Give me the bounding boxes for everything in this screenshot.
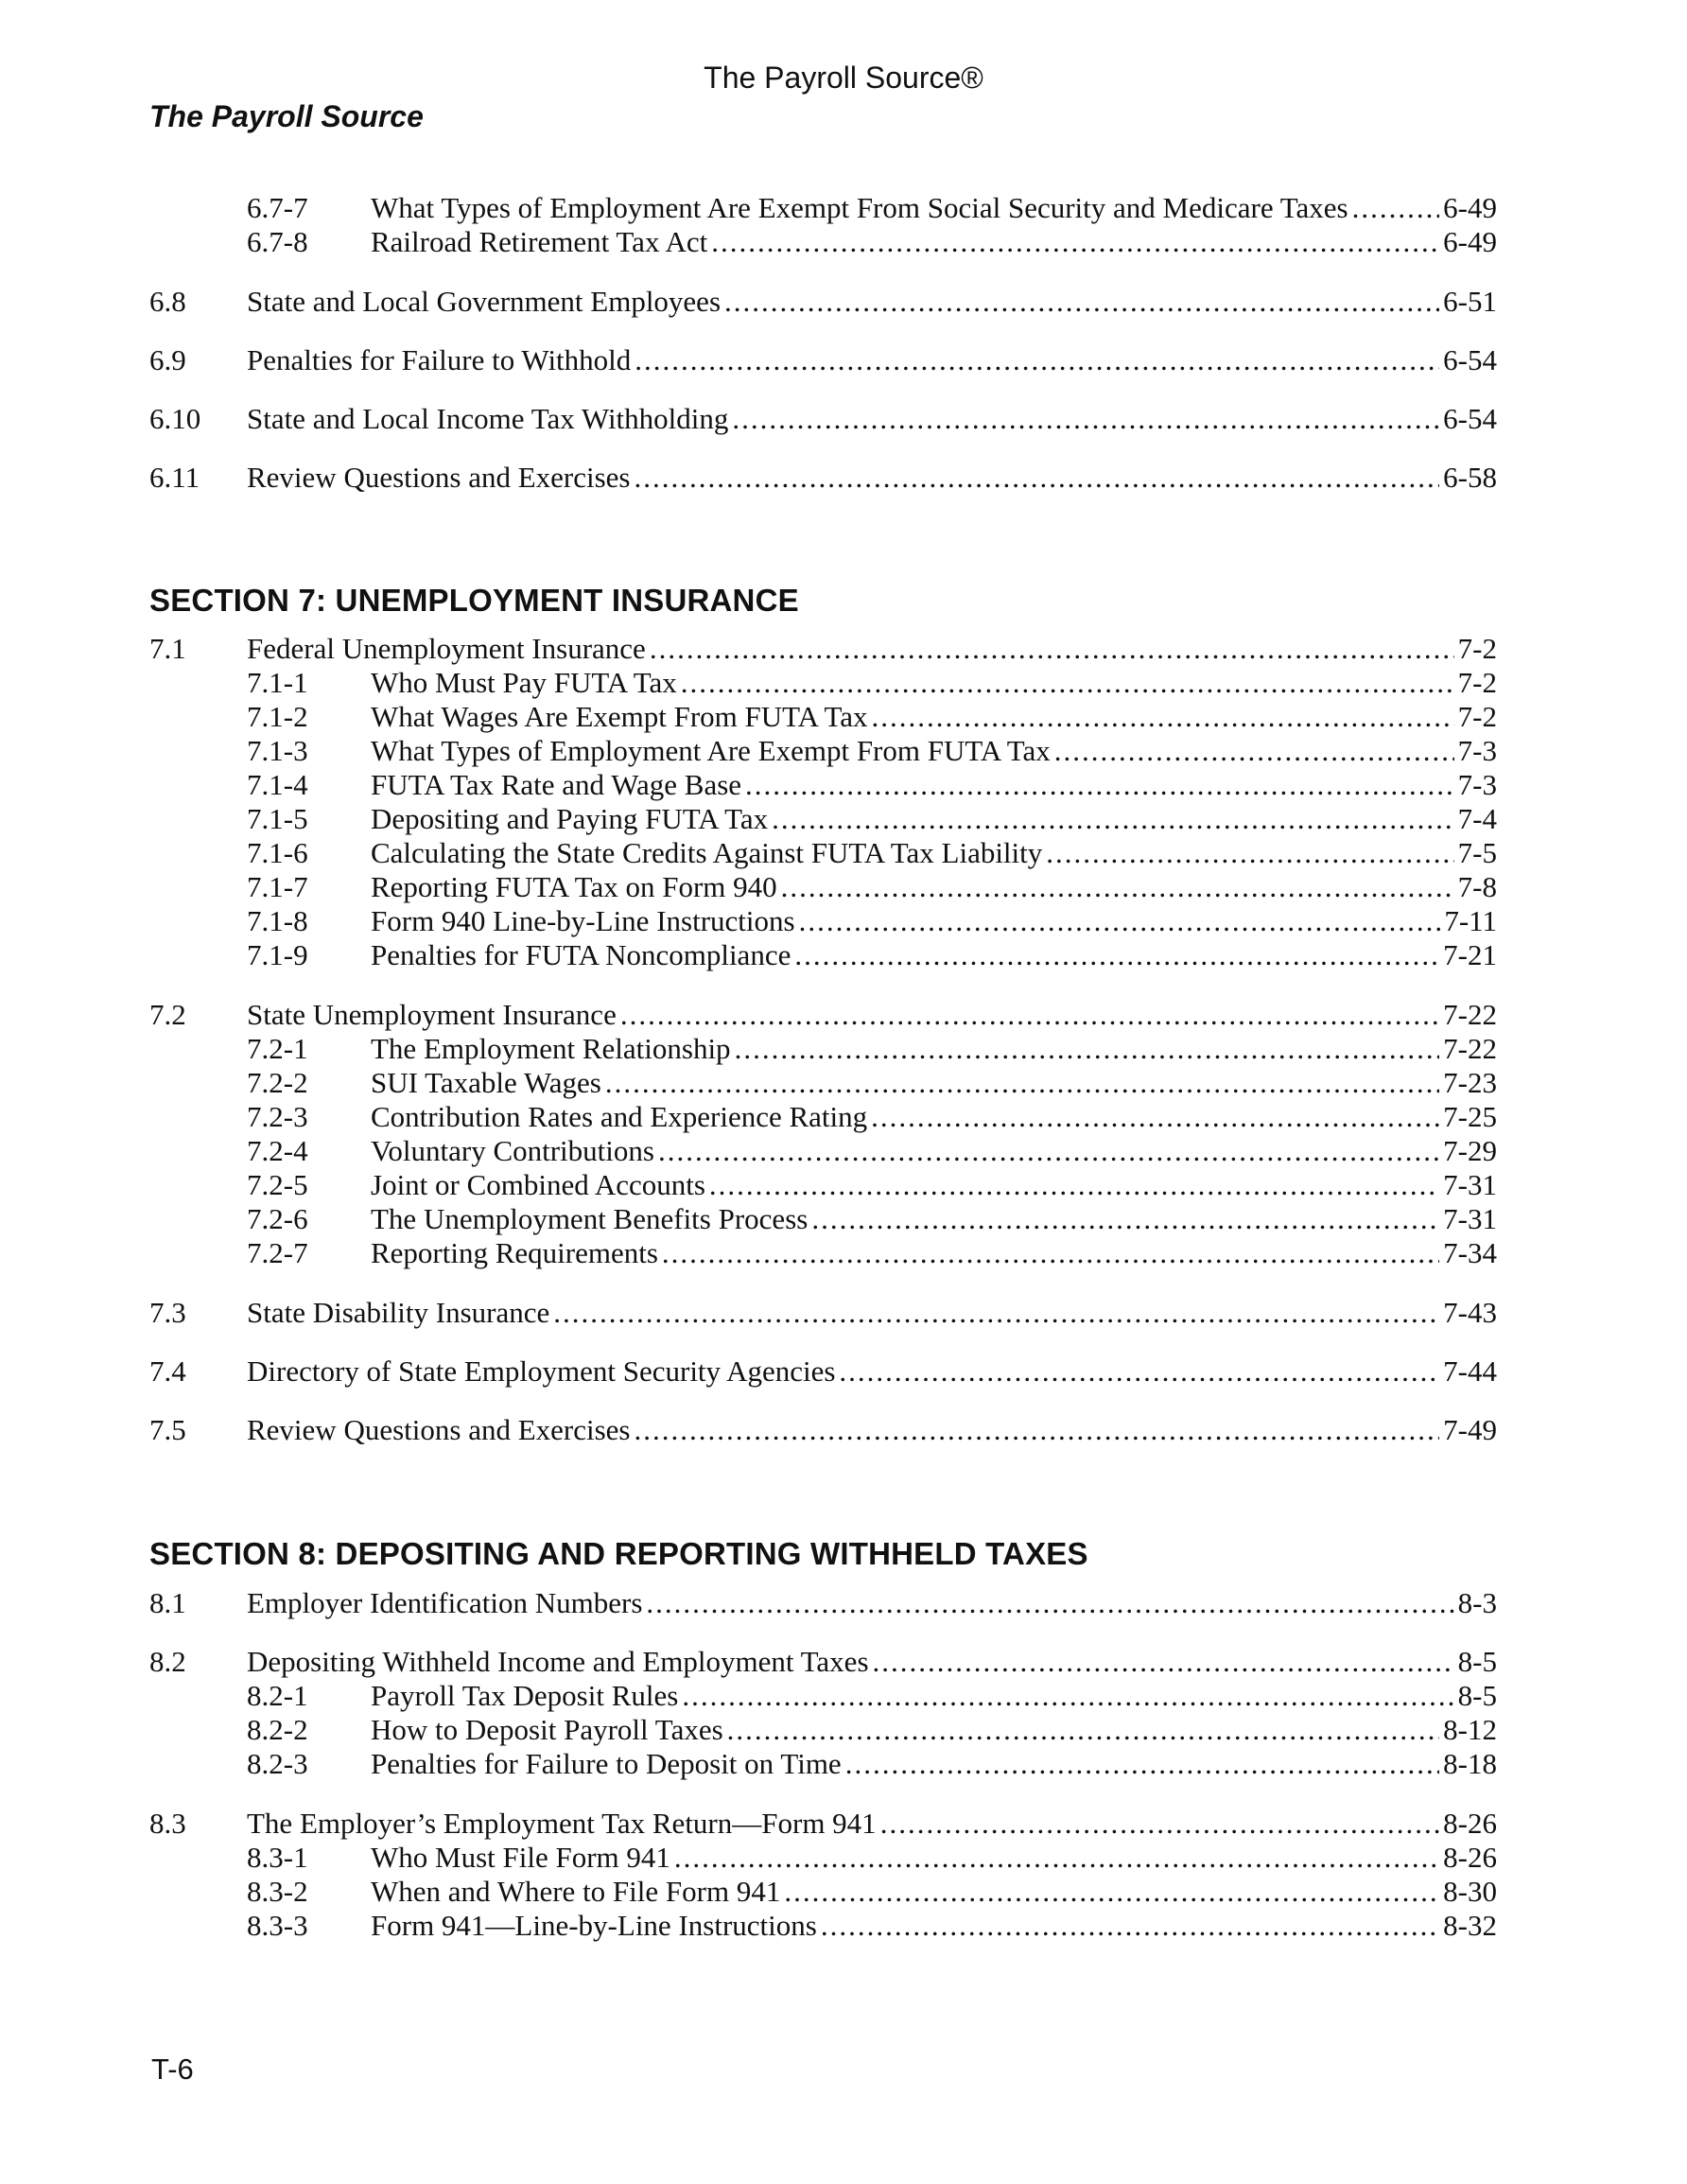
toc-entry-number: 7.2-3	[247, 1100, 308, 1133]
toc-entry-page: 7-49	[1443, 1413, 1497, 1446]
toc-entry-title: Payroll Tax Deposit Rules	[371, 1679, 679, 1712]
toc-entry-title: Depositing Withheld Income and Employment Taxes	[247, 1645, 869, 1678]
toc-entry-number: 7.1	[149, 632, 186, 665]
dot-leader	[553, 1296, 1439, 1330]
toc-entry-title: The Employer’s Employment Tax Return—Form 941	[247, 1807, 877, 1840]
toc-entry-title: SUI Taxable Wages	[371, 1066, 601, 1099]
toc-entry-number: 7.2-7	[247, 1236, 308, 1269]
toc-entry-page: 8-12	[1443, 1713, 1497, 1746]
dot-leader	[682, 1679, 1453, 1713]
toc-entry	[0, 1679, 1687, 1713]
toc-entry-page: 8-26	[1443, 1841, 1497, 1874]
toc-entry-number: 8.2-3	[247, 1747, 308, 1780]
toc-entry-line	[371, 1066, 1497, 1100]
toc-entry-title: FUTA Tax Rate and Wage Base	[371, 768, 742, 801]
section-heading: SECTION 8: DEPOSITING AND REPORTING WITHHELD TAXES	[149, 1536, 1088, 1571]
toc-entry-line	[247, 461, 1497, 495]
toc-entry-page: 7-8	[1457, 870, 1497, 903]
toc-entry-number: 6.8	[149, 285, 186, 318]
toc-entry	[0, 768, 1687, 802]
toc-entry-number: 7.1-4	[247, 768, 308, 801]
toc-entry-line	[371, 1679, 1497, 1713]
toc-entry	[0, 285, 1687, 319]
toc-entry	[0, 1202, 1687, 1236]
toc-entry-title: What Types of Employment Are Exempt From Social Security and Medicare Taxes	[371, 191, 1348, 224]
toc-entry	[0, 1841, 1687, 1875]
toc-entry	[0, 402, 1687, 436]
toc-entry	[0, 1875, 1687, 1909]
dot-leader	[724, 285, 1439, 319]
toc-entry-number: 8.1	[149, 1586, 186, 1619]
toc-entry-line	[371, 1202, 1497, 1236]
toc-entry-title: When and Where to File Form 941	[371, 1875, 781, 1908]
toc-entry-number: 8.2	[149, 1645, 186, 1678]
dot-leader	[732, 402, 1439, 436]
toc-entry-number: 7.4	[149, 1354, 186, 1388]
toc-entry	[0, 1645, 1687, 1679]
toc-entry	[0, 1236, 1687, 1270]
toc-entry	[0, 1586, 1687, 1620]
toc-entry-page: 8-30	[1443, 1875, 1497, 1908]
toc-entry-title: Penalties for Failure to Withhold	[247, 343, 632, 376]
toc-entry-number: 8.3-1	[247, 1841, 308, 1874]
toc-entry-title: The Employment Relationship	[371, 1032, 731, 1065]
toc-entry-page: 7-34	[1443, 1236, 1497, 1269]
toc-entry-page: 7-2	[1457, 632, 1497, 665]
toc-entry-line	[371, 836, 1497, 870]
toc-entry-page: 7-3	[1457, 768, 1497, 801]
toc-entry-line	[371, 666, 1497, 700]
toc-entry	[0, 1066, 1687, 1100]
toc-entry-line	[371, 1841, 1497, 1875]
toc-entry-line	[247, 1807, 1497, 1841]
toc-entry-title: Who Must File Form 941	[371, 1841, 670, 1874]
toc-entry-line	[371, 768, 1497, 802]
toc-entry	[0, 870, 1687, 904]
toc-entry-title: Review Questions and Exercises	[247, 461, 631, 494]
toc-entry	[0, 1807, 1687, 1841]
toc-entry-title: Reporting FUTA Tax on Form 940	[371, 870, 777, 903]
dot-leader	[650, 632, 1454, 666]
toc-entry-line	[247, 1586, 1497, 1620]
toc-entry-line	[371, 870, 1497, 904]
dot-leader	[821, 1909, 1439, 1943]
page-folio: T-6	[151, 2053, 194, 2086]
toc-entry	[0, 225, 1687, 259]
toc-entry-page: 8-5	[1457, 1679, 1497, 1712]
toc-entry-title: Reporting Requirements	[371, 1236, 658, 1269]
toc-entry-title: Depositing and Paying FUTA Tax	[371, 802, 769, 835]
dot-leader	[745, 768, 1454, 802]
dot-leader	[674, 1841, 1439, 1875]
toc-entry-line	[371, 802, 1497, 836]
toc-entry-number: 6.10	[149, 402, 201, 435]
toc-entry-title: Form 941—Line-by-Line Instructions	[371, 1909, 817, 1942]
dot-leader	[605, 1066, 1439, 1100]
toc-entry-title: State Unemployment Insurance	[247, 998, 617, 1031]
toc-entry-line	[371, 1747, 1497, 1781]
toc-entry-number: 6.11	[149, 461, 200, 494]
toc-entry-line	[371, 1134, 1497, 1168]
toc-entry-line	[247, 1645, 1497, 1679]
toc-entry-title: Who Must Pay FUTA Tax	[371, 666, 677, 699]
toc-entry-line	[371, 1168, 1497, 1202]
toc-entry-title: State Disability Insurance	[247, 1296, 550, 1329]
toc-entry	[0, 1713, 1687, 1747]
toc-entry-line	[247, 632, 1497, 666]
toc-entry-number: 7.2	[149, 998, 186, 1031]
toc-entry-line	[371, 1875, 1497, 1909]
toc-entry	[0, 1134, 1687, 1168]
dot-leader	[634, 1413, 1439, 1447]
dot-leader	[709, 1168, 1439, 1202]
toc-entry-page: 8-18	[1443, 1747, 1497, 1780]
dot-leader	[880, 1807, 1439, 1841]
dot-leader	[1046, 836, 1453, 870]
toc-entry-title: State and Local Government Employees	[247, 285, 722, 318]
dot-leader	[845, 1747, 1439, 1781]
toc-entry	[0, 632, 1687, 666]
toc-entry-number: 7.5	[149, 1413, 186, 1446]
toc-entry	[0, 1100, 1687, 1134]
toc-entry-title: Penalties for Failure to Deposit on Time	[371, 1747, 842, 1780]
toc-entry-page: 7-22	[1443, 998, 1497, 1031]
toc-entry-line	[371, 191, 1497, 225]
toc-entry	[0, 700, 1687, 734]
toc-entry-line	[371, 1236, 1497, 1270]
toc-entry-title: Form 940 Line-by-Line Instructions	[371, 904, 795, 937]
toc-entry-page: 7-31	[1443, 1168, 1497, 1201]
toc-entry-title: Directory of State Employment Security Agencies	[247, 1354, 836, 1388]
toc-entry-title: Contribution Rates and Experience Rating	[371, 1100, 868, 1133]
toc-entry-line	[247, 343, 1497, 377]
toc-entry	[0, 1354, 1687, 1389]
toc-entry-page: 7-31	[1443, 1202, 1497, 1235]
dot-leader	[781, 870, 1454, 904]
toc-entry-page: 7-2	[1457, 666, 1497, 699]
toc-entry	[0, 734, 1687, 768]
toc-entry-line	[371, 1713, 1497, 1747]
toc-entry-title: State and Local Income Tax Withholding	[247, 402, 729, 435]
toc-entry-page: 7-21	[1443, 938, 1497, 971]
toc-entry	[0, 1168, 1687, 1202]
toc-entry-title: Calculating the State Credits Against FUTA Tax Liability	[371, 836, 1043, 869]
dot-leader	[839, 1354, 1439, 1389]
toc-entry-page: 6-49	[1443, 191, 1497, 224]
dot-leader	[799, 904, 1441, 938]
toc-entry	[0, 1747, 1687, 1781]
toc-entry-page: 7-43	[1443, 1296, 1497, 1329]
toc-entry-title: Penalties for FUTA Noncompliance	[371, 938, 791, 971]
toc-entry-number: 7.2-4	[247, 1134, 308, 1167]
toc-entry	[0, 1032, 1687, 1066]
toc-entry	[0, 1296, 1687, 1330]
toc-entry-number: 7.2-2	[247, 1066, 308, 1099]
document-title: The Payroll Source®	[704, 61, 983, 95]
toc-entry-page: 7-3	[1457, 734, 1497, 767]
toc-entry-line	[371, 904, 1497, 938]
toc-entry-number: 8.3-3	[247, 1909, 308, 1942]
toc-entry-title: How to Deposit Payroll Taxes	[371, 1713, 723, 1746]
toc-entry-title: What Types of Employment Are Exempt From FUTA Tax	[371, 734, 1051, 767]
toc-entry-number: 7.1-6	[247, 836, 308, 869]
toc-entry-page: 8-32	[1443, 1909, 1497, 1942]
toc-entry-title: Federal Unemployment Insurance	[247, 632, 646, 665]
toc-entry-line	[371, 1032, 1497, 1066]
toc-entry-line	[247, 1413, 1497, 1447]
toc-entry	[0, 802, 1687, 836]
dot-leader	[811, 1202, 1439, 1236]
dot-leader	[1352, 191, 1440, 225]
running-head: The Payroll Source	[149, 99, 424, 133]
toc-entry-number: 7.2-1	[247, 1032, 308, 1065]
toc-entry-line	[247, 402, 1497, 436]
toc-entry	[0, 938, 1687, 972]
toc-entry-title: Joint or Combined Accounts	[371, 1168, 705, 1201]
toc-entry-title: Employer Identification Numbers	[247, 1586, 643, 1619]
toc-entry-page: 8-3	[1457, 1586, 1497, 1619]
toc-entry-number: 7.1-2	[247, 700, 308, 733]
toc-entry-line	[371, 1100, 1497, 1134]
toc-entry-number: 7.1-3	[247, 734, 308, 767]
dot-leader	[871, 1100, 1439, 1134]
toc-entry-page: 8-26	[1443, 1807, 1497, 1840]
toc-entry-number: 7.2-6	[247, 1202, 308, 1235]
dot-leader	[735, 1032, 1440, 1066]
toc-entry	[0, 1413, 1687, 1447]
toc-entry-line	[247, 998, 1497, 1032]
dot-leader	[635, 343, 1439, 377]
dot-leader	[646, 1586, 1453, 1620]
toc-entry-line	[371, 734, 1497, 768]
toc-entry-line	[371, 700, 1497, 734]
toc-entry-number: 7.1-9	[247, 938, 308, 971]
toc-entry-page: 7-11	[1444, 904, 1497, 937]
toc-entry-page: 6-58	[1443, 461, 1497, 494]
toc-entry	[0, 998, 1687, 1032]
dot-leader	[727, 1713, 1440, 1747]
toc-entry-line	[371, 1909, 1497, 1943]
dot-leader	[772, 802, 1454, 836]
toc-entry-title: Railroad Retirement Tax Act	[371, 225, 708, 258]
toc-entry-page: 8-5	[1457, 1645, 1497, 1678]
toc-entry-page: 7-25	[1443, 1100, 1497, 1133]
dot-leader	[658, 1134, 1439, 1168]
toc-entry	[0, 191, 1687, 225]
toc-entry	[0, 461, 1687, 495]
toc-entry	[0, 904, 1687, 938]
toc-entry-page: 7-2	[1457, 700, 1497, 733]
dot-leader	[873, 1645, 1454, 1679]
toc-entry-page: 7-29	[1443, 1134, 1497, 1167]
toc-entry-title: Voluntary Contributions	[371, 1134, 654, 1167]
dot-leader	[634, 461, 1439, 495]
toc-entry-line	[247, 1354, 1497, 1389]
dot-leader	[681, 666, 1454, 700]
toc-entry-number: 7.1-1	[247, 666, 308, 699]
toc-entry-page: 6-49	[1443, 225, 1497, 258]
toc-entry-line	[371, 225, 1497, 259]
toc-entry-page: 7-22	[1443, 1032, 1497, 1065]
toc-entry-page: 7-44	[1443, 1354, 1497, 1388]
toc-entry-number: 7.3	[149, 1296, 186, 1329]
toc-entry	[0, 666, 1687, 700]
toc-entry-number: 7.1-7	[247, 870, 308, 903]
dot-leader	[794, 938, 1439, 972]
dot-leader	[620, 998, 1439, 1032]
dot-leader	[711, 225, 1439, 259]
toc-entry-title: Review Questions and Exercises	[247, 1413, 631, 1446]
toc-entry-number: 6.7-7	[247, 191, 308, 224]
toc-entry-title: The Unemployment Benefits Process	[371, 1202, 809, 1235]
toc-entry-page: 6-54	[1443, 343, 1497, 376]
toc-entry-title: What Wages Are Exempt From FUTA Tax	[371, 700, 868, 733]
toc-entry-page: 7-5	[1457, 836, 1497, 869]
toc-entry-number: 8.3-2	[247, 1875, 308, 1908]
toc-entry-line	[247, 1296, 1497, 1330]
toc-entry	[0, 343, 1687, 377]
toc-entry-number: 8.2-2	[247, 1713, 308, 1746]
dot-leader	[1054, 734, 1454, 768]
toc-entry-number: 6.7-8	[247, 225, 308, 258]
toc-entry-number: 6.9	[149, 343, 186, 376]
toc-entry-number: 7.1-8	[247, 904, 308, 937]
toc-entry-number: 8.3	[149, 1807, 186, 1840]
toc-entry-number: 7.2-5	[247, 1168, 308, 1201]
toc-entry-page: 7-23	[1443, 1066, 1497, 1099]
dot-leader	[784, 1875, 1439, 1909]
toc-entry-line	[371, 938, 1497, 972]
section-heading: SECTION 7: UNEMPLOYMENT INSURANCE	[149, 583, 799, 618]
dot-leader	[662, 1236, 1439, 1270]
toc-entry-page: 7-4	[1457, 802, 1497, 835]
toc-entry	[0, 836, 1687, 870]
toc-entry-page: 6-51	[1443, 285, 1497, 318]
toc-entry	[0, 1909, 1687, 1943]
toc-entry-page: 6-54	[1443, 402, 1497, 435]
toc-entry-number: 7.1-5	[247, 802, 308, 835]
toc-entry-line	[247, 285, 1497, 319]
toc-entry-number: 8.2-1	[247, 1679, 308, 1712]
dot-leader	[872, 700, 1454, 734]
